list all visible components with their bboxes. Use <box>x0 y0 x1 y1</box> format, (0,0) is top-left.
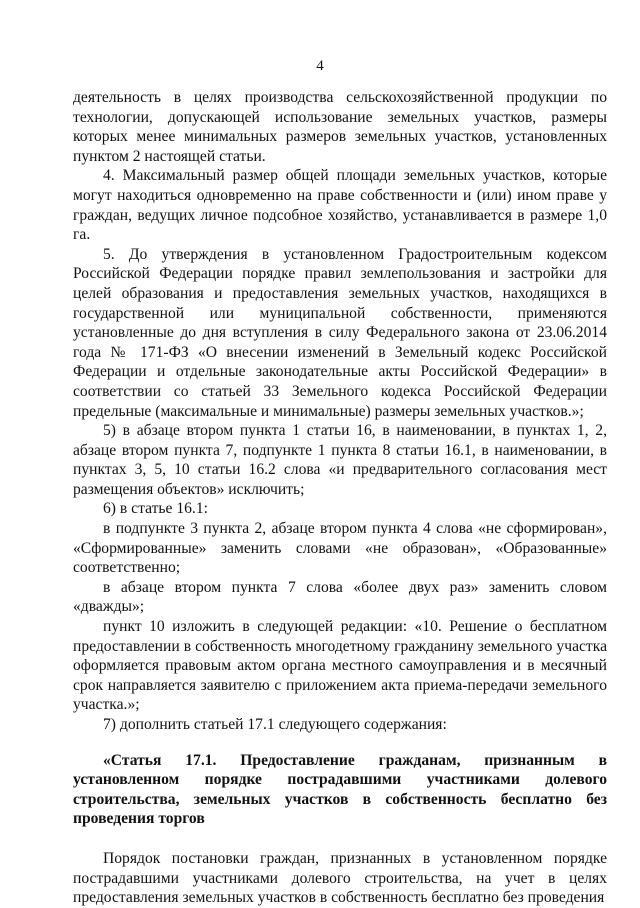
spacer <box>73 735 607 751</box>
paragraph-clause-4: 4. Максимальный размер общей площади земельных участков, которые могут находиться одновременно на праве собственности и (или) ином праве у граждан, ведущих личное подсобное хозяйство, устанавливается в размере 1,0 га. <box>73 167 607 244</box>
paragraph-item-6: 6) в статье 16.1: <box>103 500 208 518</box>
paragraph-item-6-sub-3: пункт 10 изложить в следующей редакции: «10. Решение о бесплатном предоставлении в собственность многодетному гражданину земельного участка оформляется правовым актом органа местного самоуправления и в месячный срок направляется заявителю с приложением акта приема-передачи земельного участка.»; <box>73 618 607 714</box>
paragraph-item-7: 7) дополнить статьей 17.1 следующего содержания: <box>103 716 447 733</box>
document-body <box>73 88 607 908</box>
page-number: 4 <box>316 58 324 74</box>
paragraph-item-6-sub-1: в подпункте 3 пункта 2, абзаце втором пункта 4 слова «не сформирован», «Сформированные» заменить словами «не образован», «Образованные» соответственно; <box>73 520 607 577</box>
paragraph-item-6-sub-2: в абзаце втором пункта 7 слова «более двух раз» заменить словом «дважды»; <box>73 578 607 616</box>
paragraph-item-5: 5) в абзаце втором пункта 1 статьи 16, в наименовании, в пунктах 1, 2, абзаце втором пункта 7, подпункте 1 пункта 8 статьи 16.1, в наименовании, в пунктах 3, 5, 10 статьи 16.2 слова «и предварительного согласования мест размещения объектов» исключить; <box>73 422 607 498</box>
paragraph-continuation: деятельность в целях производства сельскохозяйственной продукции по технологии, допускающей использование земельных участков, размеры которых менее минимальных размеров земельных участков, установленных пунктом 2 настоящей статьи. <box>73 89 607 165</box>
article-heading: «Статья 17.1. Предоставление гражданам, признанным в установленном порядке пострадавшими участниками долевого строительства, земельных участков в собственность бесплатно без проведения торгов <box>73 751 607 828</box>
spacer <box>73 829 607 849</box>
paragraph-clause-5: 5. До утверждения в установленном Градостроительным кодексом Российской Федерации порядке правил землепользования и застройки для целей образования и предоставления земельных участков, находящихся в государственной или муниципальной собственности, применяются установленные до дня вступления в силу Федерального закона от 23.06.2014 года № 171-ФЗ «О внесении изменений в Земельный кодекс Российской Федерации и отдельные законодательные акты Российской Федерации» в соответствии со статьей 33 Земельного кодекса Российской Федерации предельные (максимальные и минимальные) размеры земельных участков.»; <box>73 245 607 420</box>
paragraph-article-body: Порядок постановки граждан, признанных в установленном порядке пострадавшими участниками долевого строительства, на учет в целях предоставления земельных участков в собственность бесплатно без проведения <box>73 849 607 907</box>
